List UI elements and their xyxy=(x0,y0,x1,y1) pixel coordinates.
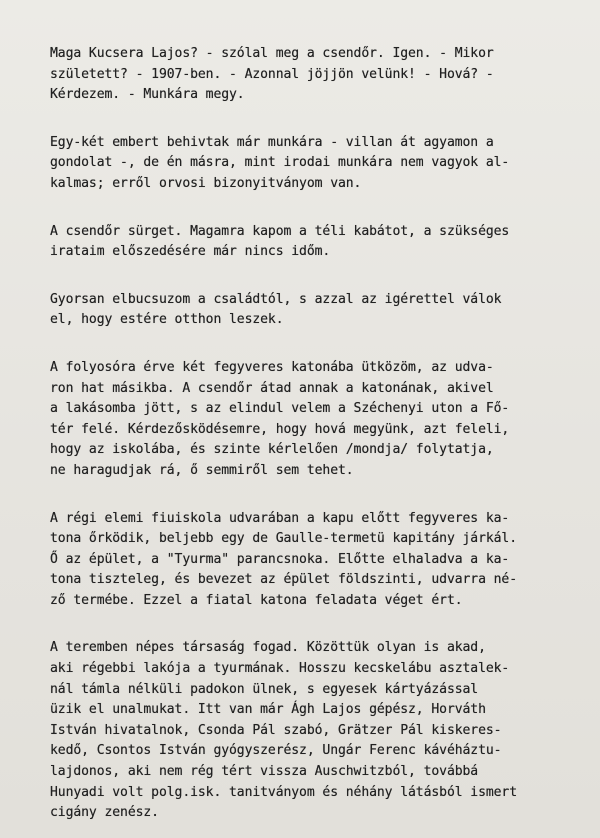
paragraph-4 xyxy=(50,290,590,331)
text-line: hogy az iskolába, és szinte kérlelően /mondja/ folytatja, xyxy=(50,442,494,458)
text-line: A csendőr sürget. Magamra kapom a téli kabátot, a szükséges xyxy=(50,223,510,239)
text-line: nál támla nélküli padokon ülnek, s egyesek kártyázással xyxy=(50,681,479,697)
text-line: A teremben népes társaság fogad. Közöttük olyan is akad, xyxy=(50,640,486,656)
paragraph-1 xyxy=(50,44,590,106)
text-line: aki régebbi lakója a tyurmának. Hosszu kecskelábu asztalek- xyxy=(50,661,510,677)
text-line: István hivatalnok, Csonda Pál szabó, Grätzer Pál kiskeres- xyxy=(50,722,502,738)
paragraph-6 xyxy=(50,509,590,612)
text-line: született? - 1907-ben. - Azonnal jöjjön velünk! - Hová? - xyxy=(50,66,494,82)
text-line: A folyosóra érve két fegyveres katonába ütközöm, az udva- xyxy=(50,359,494,375)
text-line: Hunyadi volt polg.isk. tanitványom és néhány látásból ismert xyxy=(50,784,517,800)
text-line: ző termébe. Ezzel a fiatal katona feladata véget ért. xyxy=(50,592,463,608)
text-line: a lakásomba jött, s az elindul velem a Széchenyi uton a Fő- xyxy=(50,401,510,417)
text-line: kalmas; erről orvosi bizonyitványom van. xyxy=(50,175,362,191)
text-line: irataim előszedésére már nincs időm. xyxy=(50,244,331,260)
document-body xyxy=(50,44,590,838)
text-line: cigány zenész. xyxy=(50,805,159,821)
text-line: Ő az épület, a "Tyurma" parancsnoka. Előtte elhaladva a ka- xyxy=(50,551,510,567)
paragraph-7 xyxy=(50,638,590,823)
text-line: ron hat másikba. A csendőr átad annak a katonának, akivel xyxy=(50,380,494,396)
text-line: üzik el unalmukat. Itt van már Ágh Lajos gépész, Horváth xyxy=(50,702,486,718)
text-line: Maga Kucsera Lajos? - szólal meg a csendőr. Igen. - Mikor xyxy=(50,46,494,61)
paragraph-5 xyxy=(50,358,590,482)
text-line: tona tiszteleg, és bevezet az épület földszinti, udvarra né- xyxy=(50,572,517,588)
text-line: tona őrködik, beljebb egy de Gaulle-termetü kapitány járkál. xyxy=(50,531,517,547)
text-line: Egy-két embert behivtak már munkára - villan át agyamon a xyxy=(50,134,494,150)
paragraph-3 xyxy=(50,222,590,263)
text-line: tér felé. Kérdezősködésemre, hogy hová megyünk, azt feleli, xyxy=(50,421,510,437)
text-line: gondolat -, de én másra, mint irodai munkára nem vagyok al- xyxy=(50,155,510,171)
text-line: Kérdezem. - Munkára megy. xyxy=(50,87,245,103)
paragraph-2 xyxy=(50,133,590,195)
text-line: el, hogy estére otthon leszek. xyxy=(50,312,284,328)
text-line: ne haragudjak rá, ő semmiről sem tehet. xyxy=(50,462,354,478)
text-line: lajdonos, aki nem rég tért vissza Auschwitzból, továbbá xyxy=(50,764,479,780)
text-line: kedő, Csontos István gyógyszerész, Ungár Ferenc kávéháztu- xyxy=(50,743,502,759)
text-line: A régi elemi fiuiskola udvarában a kapu előtt fegyveres ka- xyxy=(50,510,510,526)
text-line: Gyorsan elbucsuzom a családtól, s azzal az igérettel válok xyxy=(50,291,502,307)
